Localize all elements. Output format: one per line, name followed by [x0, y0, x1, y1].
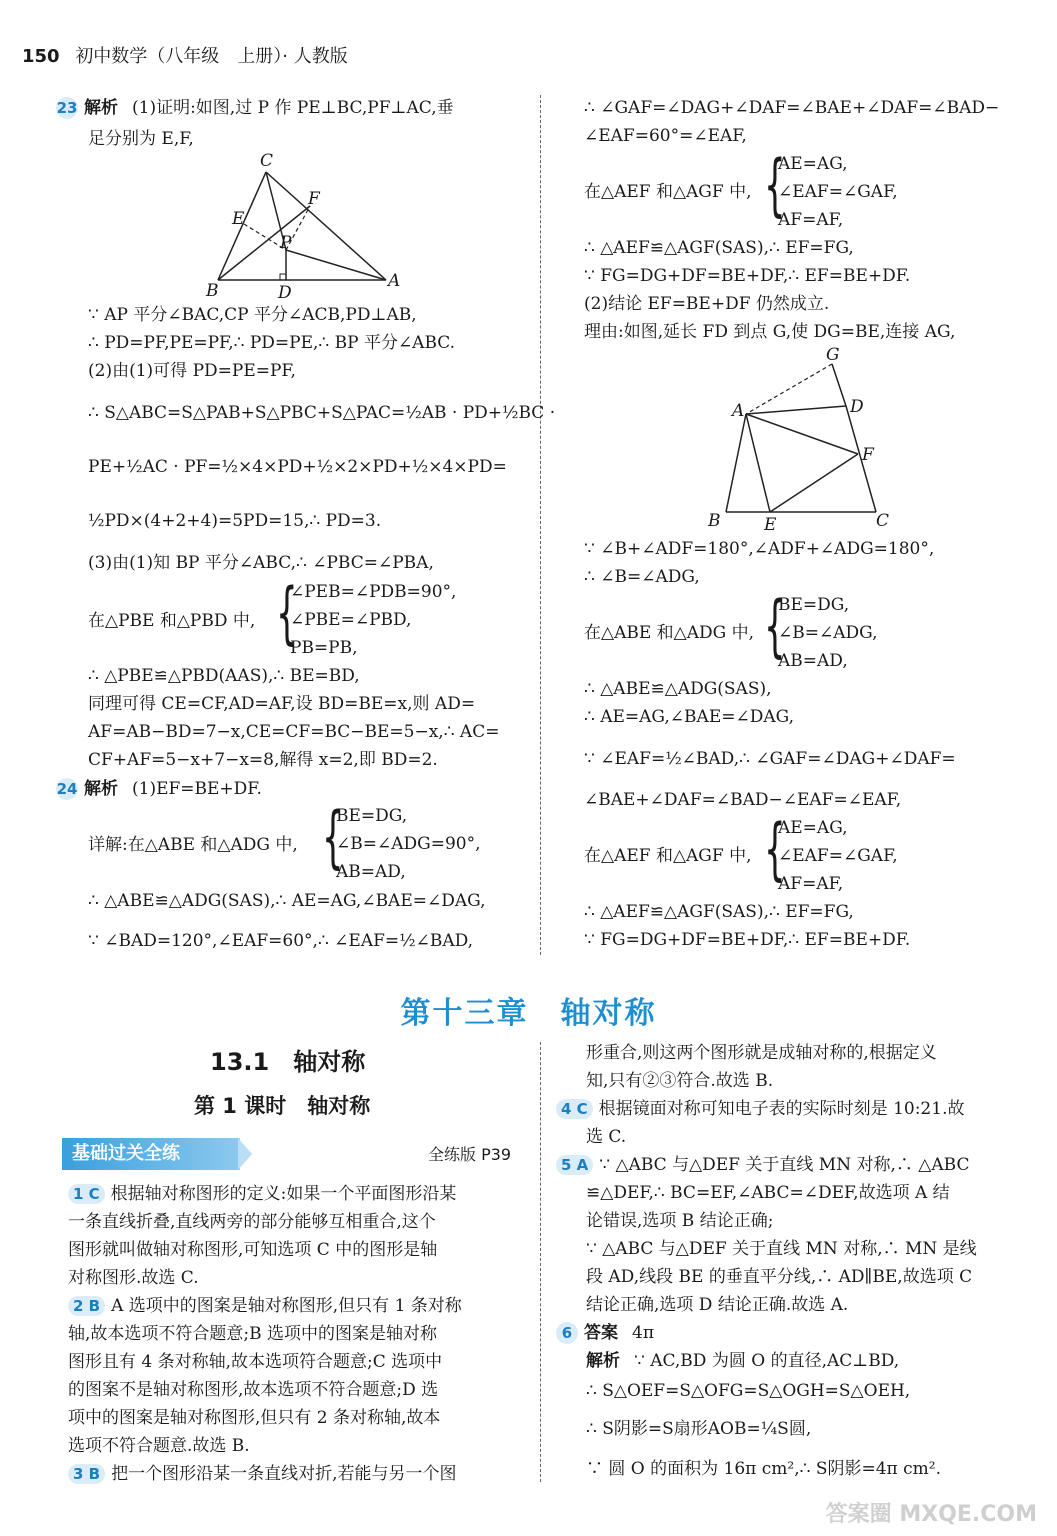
a2-line-1: 轴,故本选项不符合题意;B 选项中的图案是轴对称: [68, 1324, 438, 1344]
a5-line-2: 论错误,选项 B 结论正确;: [586, 1211, 774, 1231]
q24-sys-0: BE=DG,: [336, 806, 408, 826]
q23-line-8: (3)由(1)知 BP 平分∠ABC,∴ ∠PBC=∠PBA,: [88, 553, 434, 573]
chapter-title: 第十三章 轴对称: [400, 996, 657, 1031]
a6-answer-label: 答案: [584, 1323, 618, 1343]
q23-label: 解析: [84, 98, 118, 118]
a2-line-4: 项中的图案是轴对称图形,但只有 2 条对称轴,故本: [68, 1408, 441, 1428]
q23-line-1: 足分别为 E,F,: [88, 129, 194, 149]
practice-banner: 基础过关全练: [62, 1138, 240, 1170]
a3-badge: 3 B: [68, 1464, 105, 1484]
rc-sys3-1: ∠EAF=∠GAF,: [778, 846, 898, 866]
label-F2: F: [862, 445, 874, 465]
a2-line-3: 的图案不是轴对称图形,故本选项不符合题意;D 选: [68, 1380, 439, 1400]
q23-line-7: ½PD×(4+2+4)=5PD=15,∴ PD=3.: [88, 511, 382, 531]
watermark: 答案圈 MXQE.COM: [825, 1502, 1037, 1527]
q23-line-13: CF+AF=5−x+7−x=8,解得 x=2,即 BD=2.: [88, 750, 438, 770]
a1-line-0: 1 C 根据轴对称图形的定义:如果一个平面图形沿某: [68, 1183, 456, 1205]
a1-line-1: 一条直线折叠,直线两旁的部分能够互相重合,这个: [68, 1212, 436, 1232]
a4-line-0: 4 C 根据镜面对称可知电子表的实际时刻是 10:21.故: [556, 1098, 964, 1120]
rc-brace-2: {: [764, 587, 786, 666]
rc-line-4: ∵ FG=DG+DF=BE+DF,∴ EF=BE+DF.: [584, 266, 911, 286]
a2-line-0: 2 B A 选项中的图案是轴对称图形,但只有 1 条对称: [68, 1295, 462, 1317]
rc-brace-3: {: [764, 810, 786, 889]
label-E: E: [232, 209, 245, 229]
q24-label: 解析: [84, 779, 118, 799]
a5-line-3: ∵ △ABC 与△DEF 关于直线 MN 对称,∴ MN 是线: [586, 1239, 977, 1259]
rc-sys2-1: ∠B=∠ADG,: [778, 623, 878, 643]
rc-line-16: ∵ FG=DG+DF=BE+DF,∴ EF=BE+DF.: [584, 930, 911, 950]
a6-answer-value: 4π: [632, 1323, 654, 1343]
rc-line-7: ∵ ∠B+∠ADF=180°,∠ADF+∠ADG=180°,: [584, 539, 935, 559]
label-B: B: [206, 281, 219, 301]
a6-line-0: 解析 ∵ AC,BD 为圆 O 的直径,AC⊥BD,: [586, 1351, 900, 1371]
a6-answer: [556, 1322, 654, 1344]
a4-line-1: 选 C.: [586, 1127, 627, 1147]
q23-line-0: 23 解析 (1)证明:如图,过 P 作 PE⊥BC,PF⊥AC,垂: [56, 98, 454, 118]
q23-line-9: 在△PBE 和△PBD 中,: [88, 611, 256, 631]
rc-sys1-1: ∠EAF=∠GAF,: [778, 182, 898, 202]
a5-line-4: 段 AD,线段 BE 的垂直平分线,∴ AD∥BE,故选项 C: [586, 1267, 973, 1287]
section-title: 13.1 轴对称: [210, 1048, 366, 1076]
rc-line-2: 在△AEF 和△AGF 中,: [584, 182, 752, 202]
rc-brace-1: {: [764, 146, 786, 225]
q24-line-2: ∴ △ABE≌△ADG(SAS),∴ AE=AG,∠BAE=∠DAG,: [88, 891, 486, 911]
q24-line-0: 24 解析 (1)EF=BE+DF.: [56, 779, 262, 799]
rc-line-8: ∴ ∠B=∠ADG,: [584, 567, 700, 587]
a6-badge: 6: [556, 1322, 578, 1344]
q23-brace: {: [276, 574, 298, 653]
a4-badge: 4 C: [556, 1099, 593, 1119]
q23-triangle-figure: [200, 152, 410, 302]
q23-line-4: (2)由(1)可得 PD=PE=PF,: [88, 361, 296, 381]
label-A2: A: [732, 401, 745, 421]
label-F: F: [308, 189, 320, 209]
rc-sys2-2: AB=AD,: [778, 651, 848, 671]
rc-line-6: 理由:如图,延长 FD 到点 G,使 DG=BE,连接 AG,: [584, 322, 956, 342]
rc-line-3: ∴ △AEF≌△AGF(SAS),∴ EF=FG,: [584, 238, 854, 258]
a2-line-2: 图形且有 4 条对称轴,故本选项符合题意;C 选项中: [68, 1352, 443, 1372]
rc-sys3-0: AE=AG,: [778, 818, 848, 838]
a1-badge: 1 C: [68, 1184, 105, 1204]
rc-line-10: ∴ △ABE≌△ADG(SAS),: [584, 679, 772, 699]
q23-line-6: PE+½AC · PF=½×4×PD+½×2×PD+½×4×PD=: [88, 457, 507, 477]
q24-brace: {: [322, 798, 344, 877]
rc-sys1-0: AE=AG,: [778, 154, 848, 174]
q24-line-1: 详解:在△ABE 和△ADG 中,: [88, 835, 298, 855]
q24-line-3: ∵ ∠BAD=120°,∠EAF=60°,∴ ∠EAF=½∠BAD,: [88, 931, 474, 951]
label-G: G: [826, 345, 840, 365]
ra-cont-1: 知,只有②③符合.故选 B.: [586, 1071, 774, 1091]
label-C2: C: [876, 511, 890, 531]
rc-sys1-2: AF=AF,: [778, 210, 844, 230]
rc-line-5: (2)结论 EF=BE+DF 仍然成立.: [584, 294, 830, 314]
q23-sys-2: PB=PB,: [290, 638, 358, 658]
q23-line-12: AF=AB−BD=7−x,CE=CF=BC−BE=5−x,∴ AC=: [88, 722, 500, 742]
q23-line-2: ∵ AP 平分∠BAC,CP 平分∠ACB,PD⊥AB,: [88, 305, 417, 325]
label-P: P: [280, 233, 292, 253]
q23-badge: 23: [56, 99, 78, 117]
rc-line-12: ∵ ∠EAF=½∠BAD,∴ ∠GAF=∠DAG+∠DAF=: [584, 749, 956, 769]
a6-ana-label: 解析: [586, 1351, 620, 1371]
label-A: A: [388, 271, 401, 291]
page-header: [22, 42, 348, 68]
a5-line-5: 结论正确,选项 D 结论正确.故选 A.: [586, 1295, 849, 1315]
a5-line-0: 5 A ∵ △ABC 与△DEF 关于直线 MN 对称,∴ △ABC: [556, 1154, 969, 1176]
page-number: 150: [22, 46, 60, 67]
label-D2: D: [850, 397, 864, 417]
label-D: D: [278, 283, 292, 302]
rc-sys3-2: AF=AF,: [778, 874, 844, 894]
q23-sys-0: ∠PEB=∠PDB=90°,: [290, 582, 457, 602]
label-C: C: [260, 152, 274, 171]
q23-line-11: 同理可得 CE=CF,AD=AF,设 BD=BE=x,则 AD=: [88, 694, 476, 714]
a2-badge: 2 B: [68, 1296, 105, 1316]
q23-line-10: ∴ △PBE≌△PBD(AAS),∴ BE=BD,: [88, 666, 360, 686]
rc-line-15: ∴ △AEF≌△AGF(SAS),∴ EF=FG,: [584, 902, 854, 922]
a6-line-2: ∴ S阴影=S扇形AOB=¼S圆,: [586, 1419, 812, 1439]
a2-line-5: 选项不符合题意.故选 B.: [68, 1436, 250, 1456]
rc-line-11: ∴ AE=AG,∠BAE=∠DAG,: [584, 707, 795, 727]
rc-line-14: 在△AEF 和△AGF 中,: [584, 846, 752, 866]
column-divider-bottom: [540, 1042, 541, 1482]
rc-line-13: ∠BAE+∠DAF=∠BAD−∠EAF=∠EAF,: [584, 790, 902, 810]
q24-sys-1: ∠B=∠ADG=90°,: [336, 834, 481, 854]
lesson-title: 第 1 课时 轴对称: [194, 1094, 371, 1118]
q24-quadrilateral-figure: [700, 344, 900, 534]
a5-badge: 5 A: [556, 1155, 593, 1175]
q23-line-5: ∴ S△ABC=S△PAB+S△PBC+S△PAC=½AB · PD+½BC ·: [88, 403, 556, 423]
ra-cont-0: 形重合,则这两个图形就是成轴对称的,根据定义: [586, 1043, 937, 1063]
a3-line-0: 3 B 把一个图形沿某一条直线对折,若能与另一个图: [68, 1463, 457, 1485]
a6-line-3: ∵ 圆 O 的面积为 16π cm²,∴ S阴影=4π cm².: [586, 1459, 941, 1479]
rc-line-1: ∠EAF=60°=∠EAF,: [584, 126, 747, 146]
q24-sys-2: AB=AD,: [336, 862, 406, 882]
q23-line-3: ∴ PD=PF,PE=PF,∴ PD=PE,∴ BP 平分∠ABC.: [88, 333, 456, 353]
practice-ref: 全练版 P39: [428, 1145, 512, 1164]
book-title: 初中数学（八年级 上册）· 人教版: [75, 46, 348, 67]
practice-arrow-icon: [238, 1138, 252, 1170]
label-E2: E: [764, 515, 777, 534]
q24-badge: 24: [56, 780, 78, 798]
a5-line-1: ≌△DEF,∴ BC=EF,∠ABC=∠DEF,故选项 A 结: [586, 1183, 950, 1203]
q23-sys-1: ∠PBE=∠PBD,: [290, 610, 412, 630]
a6-line-1: ∴ S△OEF=S△OFG=S△OGH=S△OEH,: [586, 1381, 911, 1401]
rc-sys2-0: BE=DG,: [778, 595, 850, 615]
a1-line-3: 对称图形.故选 C.: [68, 1268, 199, 1288]
rc-line-9: 在△ABE 和△ADG 中,: [584, 623, 755, 643]
rc-line-0: ∴ ∠GAF=∠DAG+∠DAF=∠BAE+∠DAF=∠BAD−: [584, 98, 1000, 118]
label-B2: B: [708, 511, 721, 531]
a1-line-2: 图形就叫做轴对称图形,可知选项 C 中的图形是轴: [68, 1240, 438, 1260]
column-divider-top: [540, 95, 541, 955]
